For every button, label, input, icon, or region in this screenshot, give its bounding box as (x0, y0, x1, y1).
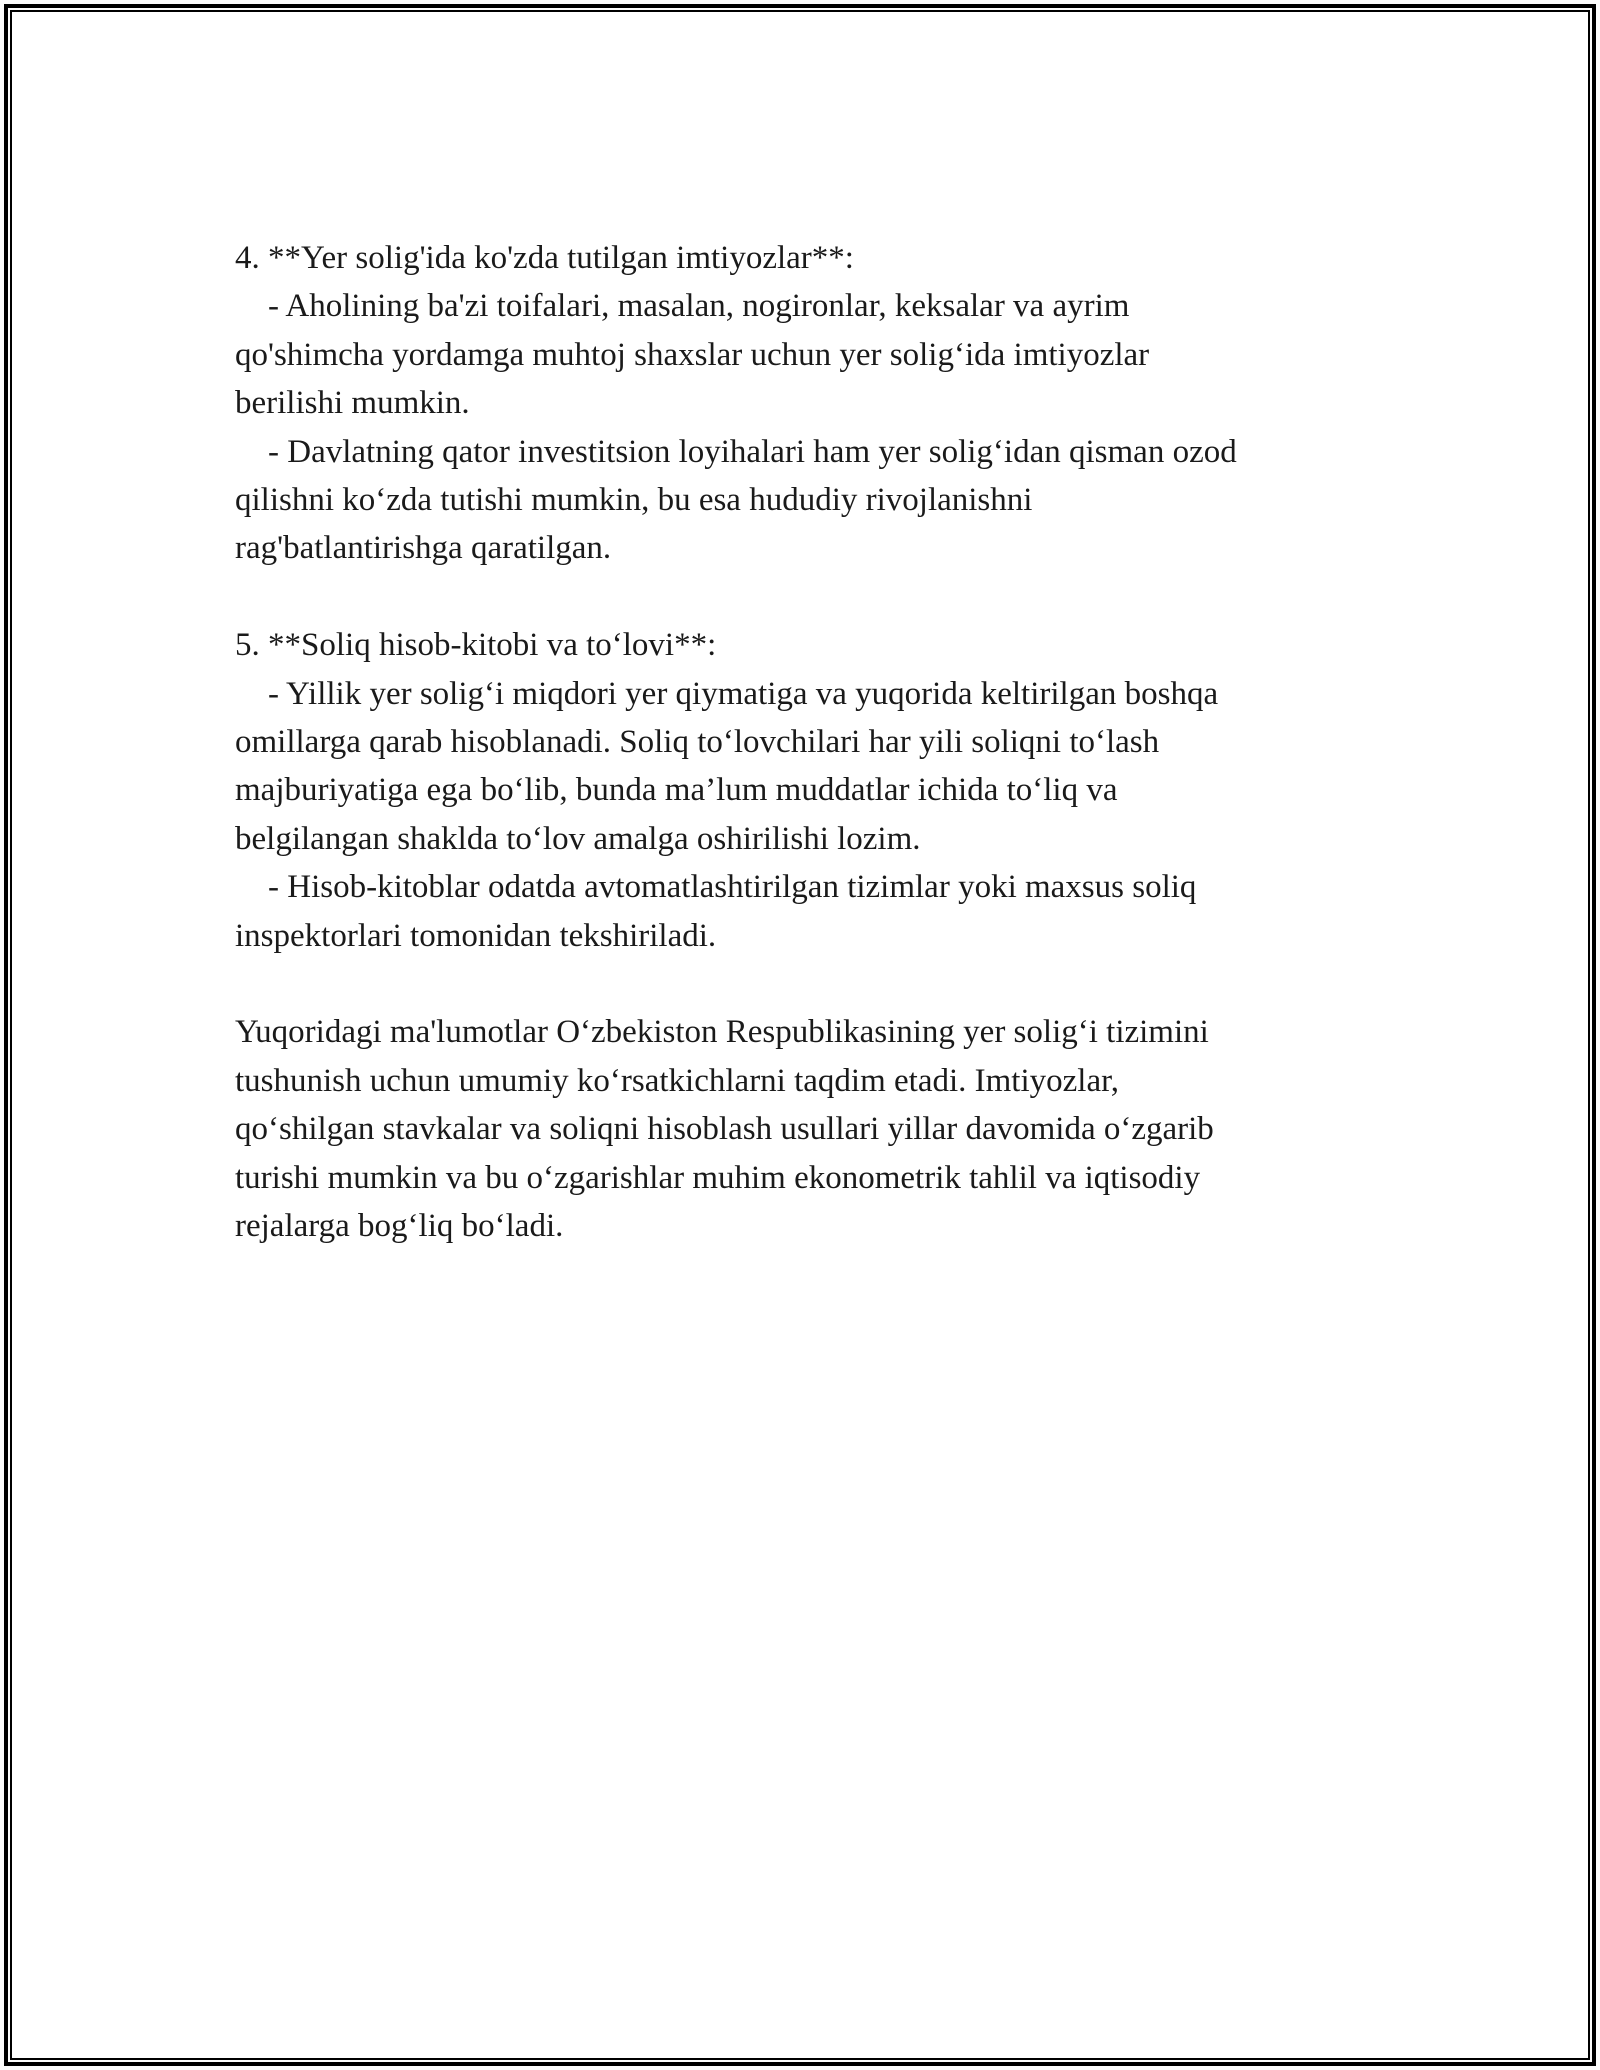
text-line: rejalarga bog‘liq bo‘ladi. (235, 1208, 564, 1245)
section-4-item-1 (235, 282, 1370, 427)
text-line: - Yillik yer solig‘i miqdori yer qiymatiga va yuqorida keltirilgan boshqa (235, 675, 1219, 712)
text-line: - Aholining ba'zi toifalari, masalan, nogironlar, keksalar va ayrim (235, 288, 1130, 325)
section-4-heading: 4. **Yer solig'ida ko'zda tutilgan imtiyozlar**: (235, 240, 854, 276)
text-line: qo'shimcha yordamga muhtoj shaxslar uchun yer solig‘ida imtiyozlar (235, 336, 1150, 373)
text-line: qo‘shilgan stavkalar va soliqni hisoblash usullari yillar davomida o‘zgarib (235, 1111, 1214, 1148)
section-4-item-2 (235, 428, 1370, 573)
text-line: majburiyatiga ega bo‘lib, bunda ma’lum muddatlar ichida to‘liq va (235, 772, 1118, 809)
text-line: - Davlatning qator investitsion loyihalari ham yer solig‘idan qisman ozod (235, 433, 1237, 470)
text-line: rag'batlantirishga qaratilgan. (235, 530, 612, 567)
text-line: - Hisob-kitoblar odatda avtomatlashtirilgan tizimlar yoki maxsus soliq (235, 869, 1197, 906)
paragraph-spacer (235, 960, 1370, 1008)
document-body (235, 234, 1370, 1251)
text-line: omillarga qarab hisoblanadi. Soliq to‘lovchilari har yili soliqni to‘lash (235, 724, 1160, 761)
text-line: tushunish uchun umumiy ko‘rsatkichlarni taqdim etadi. Imtiyozlar, (235, 1062, 1120, 1099)
paragraph-spacer (235, 573, 1370, 621)
conclusion-paragraph (235, 1008, 1370, 1250)
section-5 (235, 621, 1370, 960)
text-line: belgilangan shaklda to‘lov amalga oshirilishi lozim. (235, 820, 921, 857)
text-line: Yuqoridagi ma'lumotlar O‘zbekiston Respublikasining yer solig‘i tizimini (235, 1014, 1209, 1051)
section-4 (235, 234, 1370, 573)
section-5-item-1 (235, 670, 1370, 864)
text-line: qilishni ko‘zda tutishi mumkin, bu esa hududiy rivojlanishni (235, 482, 1033, 519)
text-line: berilishi mumkin. (235, 385, 470, 422)
section-5-item-2 (235, 863, 1370, 960)
section-5-heading: 5. **Soliq hisob-kitobi va to‘lovi**: (235, 627, 717, 664)
text-line: turishi mumkin va bu o‘zgarishlar muhim ekonometrik tahlil va iqtisodiy (235, 1159, 1201, 1196)
text-line: inspektorlari tomonidan tekshiriladi. (235, 917, 717, 954)
